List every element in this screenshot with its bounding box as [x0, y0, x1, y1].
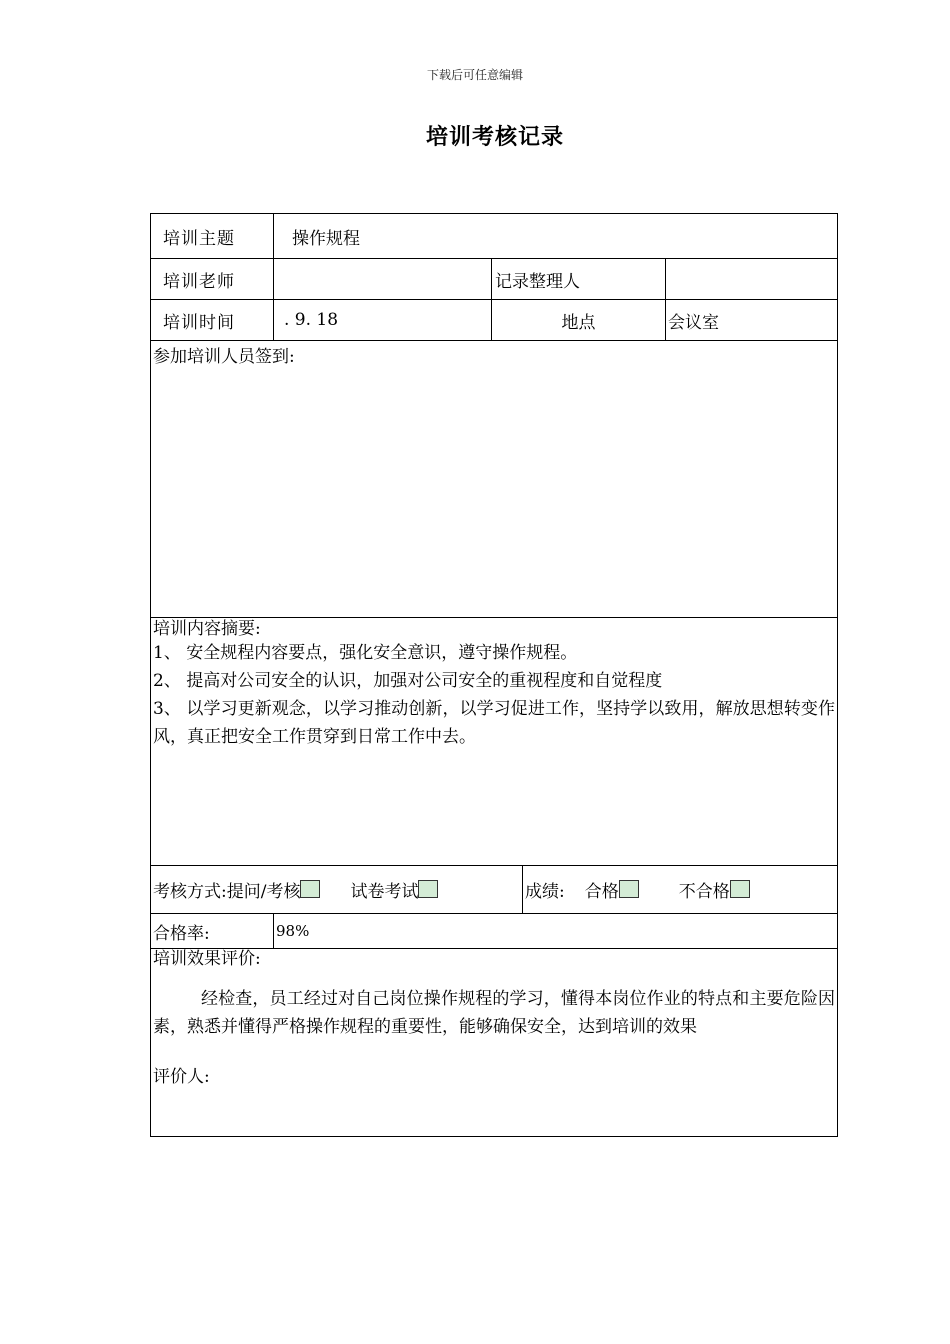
pass-label: 合格 [584, 882, 619, 902]
pass-rate-label: 合格率: [151, 914, 274, 948]
topic-row [151, 214, 837, 259]
evaluator-label: 评价人: [153, 1067, 210, 1087]
pass-rate-value: 98% [276, 922, 310, 940]
exam-label: 试卷考试 [350, 882, 419, 902]
fail-checkbox[interactable] [730, 880, 750, 898]
pass-checkbox[interactable] [619, 880, 639, 898]
summary-label: 培训内容摘要: [153, 619, 261, 639]
evaluation-text: 经检查，员工经过对自己岗位操作规程的学习，懂得本岗位作业的特点和主要危险因素，熟悉并懂得严格操作规程的重要性，能够确保安全，达到培训的效果 [153, 989, 835, 1037]
place-value: 会议室 [668, 312, 719, 333]
header-note: 下载后可任意编辑 [426, 68, 523, 82]
topic-label: 培训主题 [151, 214, 274, 258]
exam-checkbox[interactable] [418, 880, 438, 898]
evaluation-label: 培训效果评价: [153, 949, 261, 969]
teacher-value [274, 259, 492, 299]
assessment-method-cell [151, 866, 523, 913]
fail-label: 不合格 [678, 882, 730, 902]
attendees-label: 参加培训人员签到: [153, 347, 295, 367]
topic-value: 操作规程 [292, 228, 360, 249]
summary-row [151, 618, 837, 866]
assessment-method-label: 考核方式:提问/考核 [153, 882, 301, 902]
recorder-value [666, 259, 837, 299]
training-record-form [150, 213, 838, 1137]
time-row [151, 300, 837, 341]
evaluation-row [151, 949, 837, 1136]
pass-rate-row [151, 914, 837, 949]
question-checkbox[interactable] [300, 880, 320, 898]
score-cell [523, 866, 837, 913]
time-label: 培训时间 [151, 300, 274, 340]
summary-item-2: 2、 提高对公司安全的认识，加强对公司安全的重视程度和自觉程度 [153, 671, 663, 691]
assessment-row [151, 866, 837, 914]
time-value: . 9. 18 [274, 300, 492, 340]
teacher-label: 培训老师 [151, 259, 274, 299]
page-title: 培训考核记录 [425, 125, 564, 150]
summary-item-1: 1、 安全规程内容要点，强化安全意识，遵守操作规程。 [153, 643, 578, 663]
score-label: 成绩: [525, 882, 565, 902]
attendees-row [151, 341, 837, 618]
teacher-row [151, 259, 837, 300]
recorder-label: 记录整理人 [492, 259, 666, 299]
summary-item-3: 3、 以学习更新观念，以学习推动创新，以学习促进工作，坚持学以致用，解放思想转变作风，真正把安全工作贯穿到日常工作中去。 [153, 699, 835, 747]
place-label: 地点 [492, 300, 666, 340]
